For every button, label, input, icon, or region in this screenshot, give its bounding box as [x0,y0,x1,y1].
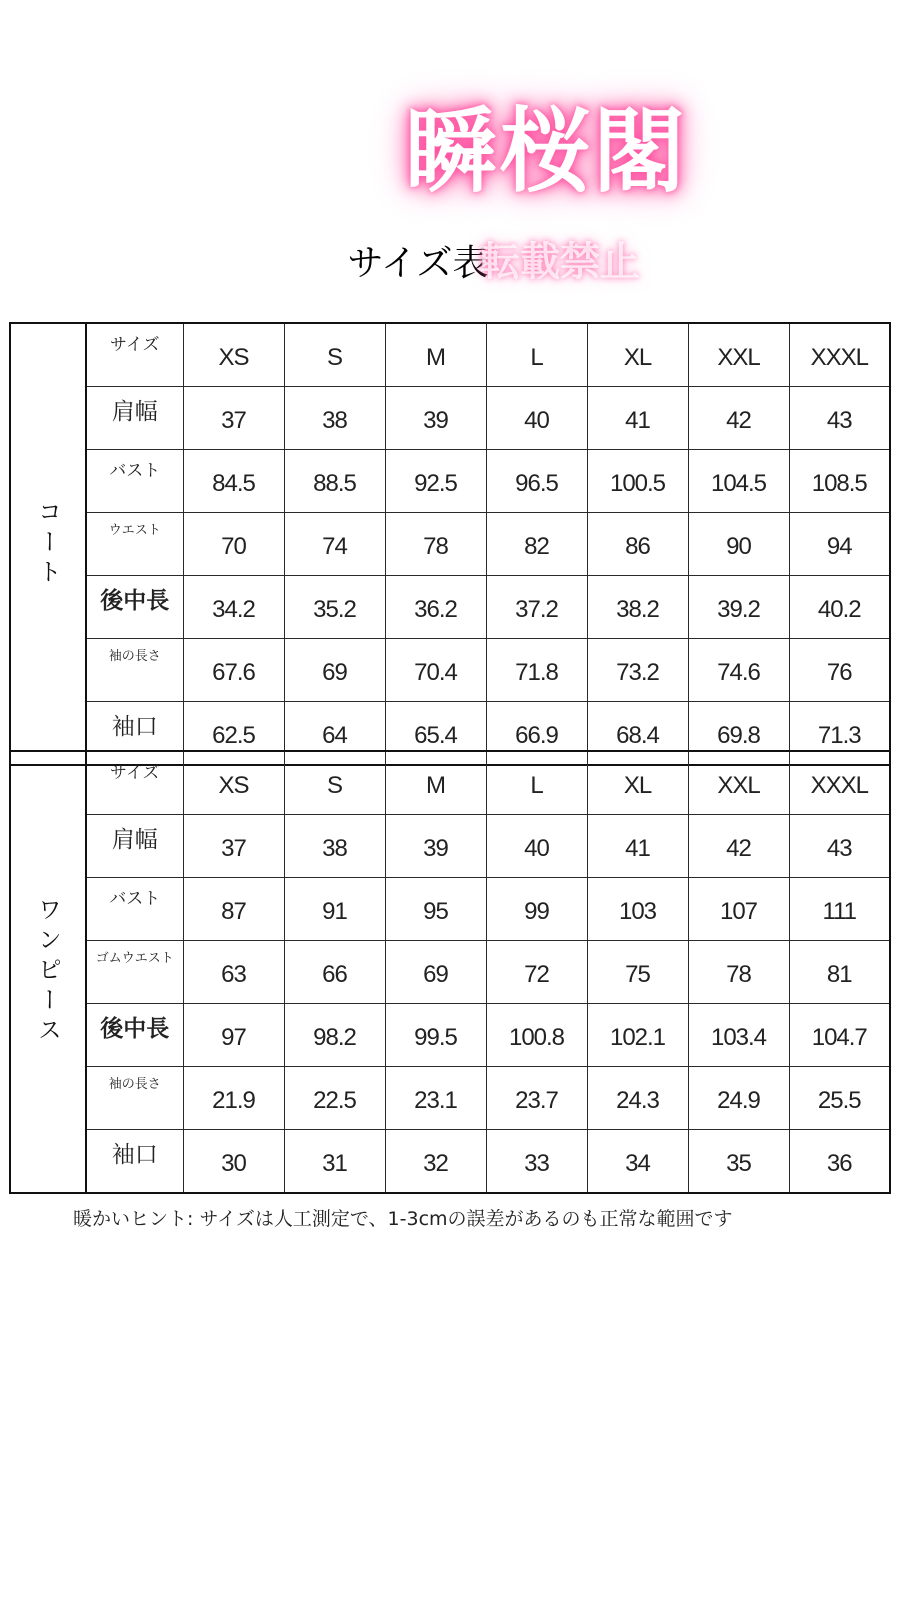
value-cell: 103 [587,878,688,941]
value-cell: 33 [486,1130,587,1194]
value-cell: 40.2 [789,576,890,639]
value-cell: 40 [486,387,587,450]
value-cell: 39.2 [688,576,789,639]
value-cell: 39 [385,387,486,450]
value-cell: 35 [688,1130,789,1194]
value-cell: 65.4 [385,702,486,766]
section-label: ワンピース [10,751,86,1193]
size-table-coat [9,322,891,766]
value-cell: 82 [486,513,587,576]
table-row [10,323,890,387]
value-cell: 36 [789,1130,890,1194]
value-cell: 72 [486,941,587,1004]
size-header-cell: M [385,323,486,387]
row-label: 後中長 [86,1004,183,1067]
value-cell: 32 [385,1130,486,1194]
value-cell: 84.5 [183,450,284,513]
value-cell: 69.8 [688,702,789,766]
value-cell: 100.8 [486,1004,587,1067]
value-cell: 96.5 [486,450,587,513]
value-cell: 35.2 [284,576,385,639]
size-header-cell: XL [587,323,688,387]
value-cell: 43 [789,387,890,450]
value-cell: 37 [183,815,284,878]
row-label: サイズ [86,323,183,387]
size-header-cell: XXL [688,323,789,387]
value-cell: 69 [284,639,385,702]
value-cell: 22.5 [284,1067,385,1130]
table-row [10,751,890,815]
value-cell: 99 [486,878,587,941]
size-header-cell: XL [587,751,688,815]
footnote: 暖かいヒント: サイズは人工測定で、1-3cmの誤差があるのも正常な範囲です [73,1208,733,1230]
size-header-cell: XS [183,323,284,387]
value-cell: 86 [587,513,688,576]
size-header-cell: S [284,751,385,815]
value-cell: 76 [789,639,890,702]
value-cell: 42 [688,387,789,450]
value-cell: 92.5 [385,450,486,513]
table-row [10,815,890,878]
value-cell: 23.1 [385,1067,486,1130]
value-cell: 94 [789,513,890,576]
row-label: 袖の長さ [86,1067,183,1130]
value-cell: 71.8 [486,639,587,702]
value-cell: 23.7 [486,1067,587,1130]
value-cell: 87 [183,878,284,941]
section-label: コート [10,323,86,765]
row-label: 袖の長さ [86,639,183,702]
value-cell: 24.9 [688,1067,789,1130]
row-label: 後中長 [86,576,183,639]
value-cell: 99.5 [385,1004,486,1067]
value-cell: 38.2 [587,576,688,639]
table-row [10,1130,890,1194]
row-label: 肩幅 [86,815,183,878]
table-row [10,387,890,450]
value-cell: 31 [284,1130,385,1194]
value-cell: 36.2 [385,576,486,639]
size-header-cell: S [284,323,385,387]
size-header-cell: M [385,751,486,815]
value-cell: 100.5 [587,450,688,513]
row-label: バスト [86,450,183,513]
value-cell: 71.3 [789,702,890,766]
page-title: サイズ表 [347,243,489,284]
value-cell: 40 [486,815,587,878]
value-cell: 38 [284,387,385,450]
value-cell: 38 [284,815,385,878]
value-cell: 34 [587,1130,688,1194]
row-label: 袖口 [86,702,183,766]
value-cell: 21.9 [183,1067,284,1130]
value-cell: 66.9 [486,702,587,766]
size-header-cell: XXXL [789,323,890,387]
value-cell: 103.4 [688,1004,789,1067]
value-cell: 88.5 [284,450,385,513]
size-header-cell: L [486,751,587,815]
value-cell: 30 [183,1130,284,1194]
row-label: 袖口 [86,1130,183,1194]
value-cell: 41 [587,815,688,878]
row-label: サイズ [86,751,183,815]
value-cell: 63 [183,941,284,1004]
value-cell: 97 [183,1004,284,1067]
size-table-onepiece [9,750,891,1194]
value-cell: 62.5 [183,702,284,766]
watermark: 転載禁止 [480,239,640,285]
value-cell: 42 [688,815,789,878]
value-cell: 107 [688,878,789,941]
value-cell: 37 [183,387,284,450]
table-row [10,1004,890,1067]
value-cell: 73.2 [587,639,688,702]
value-cell: 104.5 [688,450,789,513]
value-cell: 70 [183,513,284,576]
value-cell: 64 [284,702,385,766]
value-cell: 39 [385,815,486,878]
table-row [10,941,890,1004]
table-row [10,513,890,576]
row-label: ウエスト [86,513,183,576]
row-label: 肩幅 [86,387,183,450]
value-cell: 41 [587,387,688,450]
value-cell: 74 [284,513,385,576]
table-row [10,450,890,513]
value-cell: 102.1 [587,1004,688,1067]
value-cell: 81 [789,941,890,1004]
value-cell: 75 [587,941,688,1004]
value-cell: 24.3 [587,1067,688,1130]
value-cell: 37.2 [486,576,587,639]
table-row [10,576,890,639]
value-cell: 68.4 [587,702,688,766]
size-header-cell: XXXL [789,751,890,815]
table-row [10,639,890,702]
value-cell: 67.6 [183,639,284,702]
row-label: ゴムウエスト [86,941,183,1004]
value-cell: 90 [688,513,789,576]
value-cell: 78 [385,513,486,576]
brand-logo: 瞬桜閣 [405,98,688,205]
table-row [10,878,890,941]
size-header-cell: XS [183,751,284,815]
value-cell: 34.2 [183,576,284,639]
value-cell: 104.7 [789,1004,890,1067]
value-cell: 43 [789,815,890,878]
value-cell: 91 [284,878,385,941]
value-cell: 74.6 [688,639,789,702]
size-header-cell: XXL [688,751,789,815]
value-cell: 111 [789,878,890,941]
value-cell: 69 [385,941,486,1004]
table-row [10,1067,890,1130]
value-cell: 70.4 [385,639,486,702]
value-cell: 108.5 [789,450,890,513]
value-cell: 66 [284,941,385,1004]
size-header-cell: L [486,323,587,387]
value-cell: 78 [688,941,789,1004]
value-cell: 25.5 [789,1067,890,1130]
row-label: バスト [86,878,183,941]
value-cell: 98.2 [284,1004,385,1067]
value-cell: 95 [385,878,486,941]
